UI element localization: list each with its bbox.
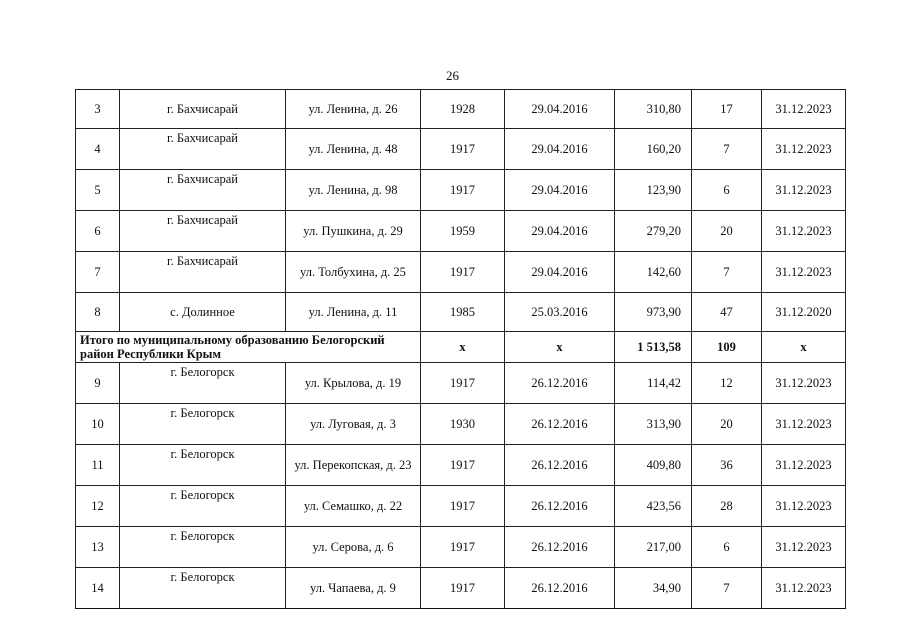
row-area: 313,90 [615,404,692,445]
row-area: 310,80 [615,90,692,129]
row-persons: 7 [692,568,762,609]
row-locality: г. Белогорск [120,445,286,486]
row-deadline: 31.12.2023 [762,129,846,170]
row-deadline: 31.12.2023 [762,527,846,568]
row-persons: 12 [692,363,762,404]
row-locality: г. Белогорск [120,404,286,445]
row-number: 12 [76,486,120,527]
row-date: 29.04.2016 [505,90,615,129]
row-area: 409,80 [615,445,692,486]
row-address: ул. Перекопская, д. 23 [286,445,421,486]
row-number: 14 [76,568,120,609]
row-locality: с. Долинное [120,293,286,332]
row-deadline: 31.12.2023 [762,486,846,527]
row-date: 25.03.2016 [505,293,615,332]
row-area: 142,60 [615,252,692,293]
row-persons: 20 [692,211,762,252]
table-row [76,170,846,211]
row-deadline: 31.12.2020 [762,293,846,332]
row-deadline: 31.12.2023 [762,363,846,404]
row-date: 26.12.2016 [505,363,615,404]
row-year: 1917 [421,363,505,404]
row-address: ул. Толбухина, д. 25 [286,252,421,293]
row-year: 1959 [421,211,505,252]
row-area: 34,90 [615,568,692,609]
row-persons: 20 [692,404,762,445]
row-deadline: 31.12.2023 [762,211,846,252]
row-date: 26.12.2016 [505,404,615,445]
row-locality: г. Бахчисарай [120,170,286,211]
row-deadline: 31.12.2023 [762,404,846,445]
row-deadline: 31.12.2023 [762,252,846,293]
row-persons: 28 [692,486,762,527]
total-label: Итого по муниципальному образованию Белогорский район Республики Крым [76,332,421,363]
total-year: х [421,332,505,363]
row-persons: 7 [692,252,762,293]
row-area: 123,90 [615,170,692,211]
table-row [76,129,846,170]
row-persons: 36 [692,445,762,486]
row-date: 26.12.2016 [505,445,615,486]
rows-before-total [76,90,846,332]
row-locality: г. Белогорск [120,363,286,404]
row-address: ул. Ленина, д. 11 [286,293,421,332]
row-persons: 47 [692,293,762,332]
row-locality: г. Бахчисарай [120,90,286,129]
row-number: 8 [76,293,120,332]
row-locality: г. Белогорск [120,486,286,527]
row-number: 11 [76,445,120,486]
row-persons: 6 [692,170,762,211]
table-row [76,568,846,609]
row-deadline: 31.12.2023 [762,568,846,609]
table-row [76,486,846,527]
table-row [76,293,846,332]
row-area: 973,90 [615,293,692,332]
row-number: 7 [76,252,120,293]
row-number: 5 [76,170,120,211]
row-number: 6 [76,211,120,252]
row-year: 1930 [421,404,505,445]
row-year: 1917 [421,527,505,568]
row-year: 1985 [421,293,505,332]
row-area: 114,42 [615,363,692,404]
row-number: 9 [76,363,120,404]
row-locality: г. Бахчисарай [120,129,286,170]
table-row [76,527,846,568]
row-number: 10 [76,404,120,445]
row-address: ул. Пушкина, д. 29 [286,211,421,252]
row-year: 1917 [421,486,505,527]
table-row [76,252,846,293]
row-address: ул. Ленина, д. 98 [286,170,421,211]
row-address: ул. Чапаева, д. 9 [286,568,421,609]
table-row [76,211,846,252]
row-locality: г. Бахчисарай [120,211,286,252]
row-year: 1917 [421,445,505,486]
total-area: 1 513,58 [615,332,692,363]
row-deadline: 31.12.2023 [762,445,846,486]
row-date: 29.04.2016 [505,170,615,211]
row-address: ул. Крылова, д. 19 [286,363,421,404]
row-address: ул. Луговая, д. 3 [286,404,421,445]
page-number: 26 [446,68,459,83]
row-deadline: 31.12.2023 [762,90,846,129]
total-persons: 109 [692,332,762,363]
row-locality: г. Белогорск [120,527,286,568]
row-address: ул. Ленина, д. 48 [286,129,421,170]
row-deadline: 31.12.2023 [762,170,846,211]
table-row [76,404,846,445]
row-date: 29.04.2016 [505,129,615,170]
row-persons: 7 [692,129,762,170]
row-area: 423,56 [615,486,692,527]
row-date: 26.12.2016 [505,486,615,527]
row-locality: г. Белогорск [120,568,286,609]
row-persons: 6 [692,527,762,568]
row-date: 26.12.2016 [505,527,615,568]
row-area: 279,20 [615,211,692,252]
row-area: 160,20 [615,129,692,170]
row-year: 1917 [421,568,505,609]
row-number: 3 [76,90,120,129]
row-locality: г. Бахчисарай [120,252,286,293]
row-date: 26.12.2016 [505,568,615,609]
row-date: 29.04.2016 [505,211,615,252]
row-address: ул. Семашко, д. 22 [286,486,421,527]
row-year: 1917 [421,170,505,211]
total-date: х [505,332,615,363]
housing-registry-table [75,89,846,609]
row-number: 4 [76,129,120,170]
table-row [76,90,846,129]
row-number: 13 [76,527,120,568]
rows-after-total [76,363,846,609]
row-area: 217,00 [615,527,692,568]
total-deadline: х [762,332,846,363]
row-year: 1917 [421,252,505,293]
total-row [76,332,846,363]
row-year: 1928 [421,90,505,129]
row-year: 1917 [421,129,505,170]
row-date: 29.04.2016 [505,252,615,293]
row-persons: 17 [692,90,762,129]
row-address: ул. Ленина, д. 26 [286,90,421,129]
table-row [76,445,846,486]
table-row [76,363,846,404]
row-address: ул. Серова, д. 6 [286,527,421,568]
